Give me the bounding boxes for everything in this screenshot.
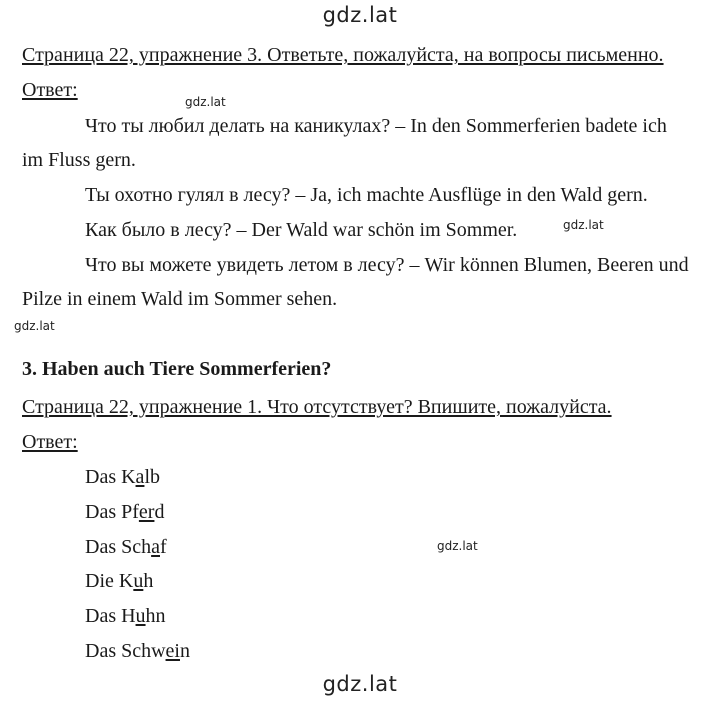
word-prefix: Das Schw: [85, 640, 166, 662]
word-fill: u: [135, 605, 146, 627]
answer-label-1: Ответ:: [22, 79, 78, 101]
word-prefix: Die K: [85, 570, 134, 592]
word-suffix: f: [160, 536, 167, 558]
word-suffix: hn: [145, 605, 166, 627]
word-fill: a: [151, 536, 160, 558]
task-1-text: Страница 22, упражнение 3. Ответьте, пожалуйста, на вопросы письменно.: [22, 44, 664, 66]
word-prefix: Das Pf: [85, 501, 139, 523]
watermark-top: gdz.lat: [322, 3, 398, 27]
word-fill: er: [138, 501, 155, 523]
watermark-bottom: gdz.lat: [322, 672, 398, 696]
word-suffix: n: [179, 640, 190, 662]
answer-label-2: Ответ:: [22, 431, 78, 453]
answer-1-line-1: Что ты любил делать на каникулах? – In den Sommerferien badete ich: [85, 115, 667, 137]
word-pferd: [85, 500, 164, 524]
word-fill: a: [135, 466, 145, 488]
word-prefix: Das Sch: [85, 536, 152, 558]
watermark-small-2: gdz.lat: [563, 218, 604, 232]
word-suffix: d: [154, 501, 165, 523]
watermark-small-1: gdz.lat: [185, 95, 226, 109]
word-fill: ei: [165, 640, 180, 662]
answer-2-line-1: Ты охотно гулял в лесу? – Ja, ich machte Ausflüge in den Wald gern.: [85, 184, 648, 206]
watermark-small-3: gdz.lat: [14, 319, 55, 333]
word-huhn: [85, 604, 166, 628]
word-kalb: [85, 465, 160, 489]
answer-4-line-1: Что вы можете увидеть летом в лесу? – Wir können Blumen, Beeren und: [85, 254, 689, 276]
word-schwein: [85, 639, 190, 663]
word-prefix: Das H: [85, 605, 136, 627]
word-fill: u: [133, 570, 144, 592]
watermark-small-4: gdz.lat: [437, 539, 478, 553]
task-2-text: Страница 22, упражнение 1. Что отсутствует? Впишите, пожалуйста.: [22, 396, 612, 418]
word-suffix: lb: [144, 466, 160, 488]
word-prefix: Das K: [85, 466, 136, 488]
answer-3-line-1: Как было в лесу? – Der Wald war schön im Sommer.: [85, 219, 518, 241]
answer-1-line-2: im Fluss gern.: [22, 149, 136, 171]
word-schaf: [85, 535, 167, 559]
answer-4-line-2: Pilze in einem Wald im Sommer sehen.: [22, 288, 338, 310]
word-suffix: h: [143, 570, 154, 592]
word-kuh: [85, 569, 153, 593]
section-heading: 3. Haben auch Tiere Sommerferien?: [22, 358, 332, 380]
